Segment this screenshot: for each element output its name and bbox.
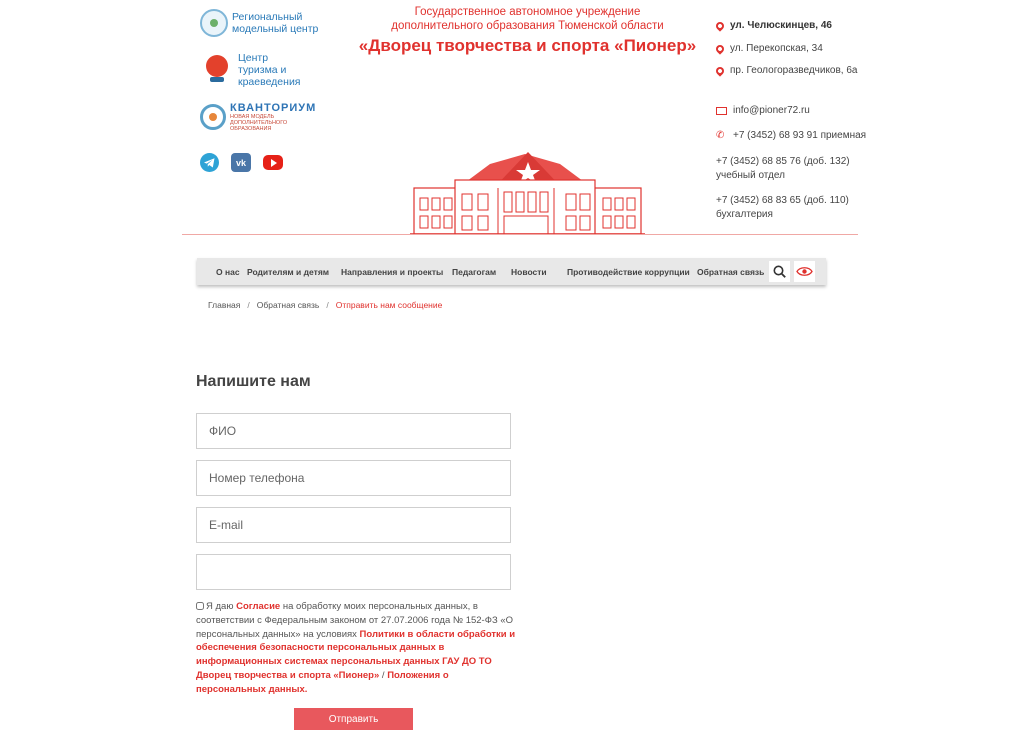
- organization-title: [355, 5, 700, 57]
- regional-center-logo[interactable]: [200, 9, 322, 37]
- tourism-center-label: Центр туризма и краеведения: [238, 52, 301, 88]
- org-name[interactable]: «Дворец творчества и спорта «Пионер»: [358, 36, 697, 55]
- vk-icon[interactable]: [231, 153, 251, 172]
- regional-center-icon: [200, 9, 228, 37]
- kvantorium-title: КВАНТОРИУМ: [230, 102, 317, 114]
- search-icon[interactable]: [769, 261, 790, 282]
- nav-directions-projects[interactable]: Направления и проекты: [341, 267, 444, 277]
- kvantorium-logo[interactable]: [200, 102, 316, 132]
- telegram-icon[interactable]: [200, 153, 219, 172]
- regulation-link[interactable]: Положения о персональных данных.: [196, 669, 449, 695]
- breadcrumb: [208, 300, 442, 310]
- form-title: Напишите нам: [196, 373, 311, 390]
- phone-accounting-text[interactable]: +7 (3452) 68 83 65 (доб. 110): [716, 195, 849, 206]
- breadcrumb-feedback[interactable]: Обратная связь: [256, 300, 320, 310]
- nav-anti-corruption[interactable]: Противодействие коррупции: [567, 267, 690, 277]
- consent-text: на обработку моих персональных данных, в соответствии с Федеральным законом от 27.07.2006 года № 152-ФЗ «О персональных данных» на условиях: [196, 601, 513, 640]
- mail-icon: [716, 107, 727, 115]
- consent-separator: /: [381, 669, 385, 681]
- address-3: [716, 65, 858, 76]
- location-pin-icon: [714, 43, 725, 54]
- kvantorium-icon: [200, 104, 226, 130]
- fio-input[interactable]: [196, 413, 511, 449]
- consent-block: [196, 600, 516, 697]
- social-links: [200, 153, 283, 172]
- kvantorium-subtitle: НОВАЯ МОДЕЛЬ ДОПОЛНИТЕЛЬНОГО ОБРАЗОВАНИЯ: [230, 114, 288, 132]
- phone-education-text[interactable]: +7 (3452) 68 85 76 (доб. 132): [716, 156, 850, 167]
- breadcrumb-separator: /: [326, 300, 329, 310]
- org-line-2: дополнительного образования Тюменской области: [391, 20, 664, 32]
- breadcrumb-current: Отправить нам сообщение: [335, 300, 443, 310]
- location-pin-icon: [714, 65, 725, 76]
- phone-education-note: учебный отдел: [716, 170, 785, 181]
- consent-link[interactable]: Согласие: [236, 601, 281, 612]
- phone-education[interactable]: [716, 155, 850, 183]
- phone-accounting[interactable]: [716, 194, 849, 222]
- policy-link[interactable]: Политики в области обработки и обеспечения безопасности персональных данных в информационных системах персональных данных ГАУ ДО ТО Дворец творчества и спорта «Пионер»: [196, 628, 516, 681]
- nav-news[interactable]: Новости: [511, 267, 547, 277]
- phone-input[interactable]: [196, 460, 511, 496]
- main-nav: [197, 258, 826, 285]
- youtube-icon[interactable]: [263, 155, 283, 170]
- breadcrumb-separator: /: [247, 300, 250, 310]
- message-input[interactable]: [196, 554, 511, 590]
- nav-feedback[interactable]: Обратная связь: [697, 267, 765, 277]
- address-2-text: ул. Перекопская, 34: [730, 43, 823, 54]
- nav-parents-children[interactable]: Родителям и детям: [247, 267, 330, 277]
- address-1: [716, 20, 832, 31]
- phone-icon: ✆: [716, 130, 725, 141]
- email-contact[interactable]: [716, 105, 810, 116]
- tourism-center-logo[interactable]: [200, 52, 310, 88]
- address-3-text: пр. Геологоразведчиков, 6а: [730, 65, 858, 76]
- balloon-icon: [200, 55, 232, 85]
- phone-reception[interactable]: [716, 130, 866, 141]
- address-1-text: ул. Челюскинцев, 46: [730, 20, 832, 31]
- address-2: [716, 43, 823, 54]
- regional-center-label: Региональный модельный центр: [232, 11, 319, 35]
- vk-icon-label: vk: [235, 157, 246, 168]
- nav-teachers[interactable]: Педагогам: [452, 267, 497, 277]
- kvantorium-text: [230, 102, 316, 132]
- phone-accounting-note: бухгалтерия: [716, 209, 773, 220]
- consent-prefix: Я даю: [206, 601, 234, 612]
- palace-building-illustration: [410, 150, 645, 237]
- visually-impaired-eye-icon[interactable]: [794, 261, 815, 282]
- org-line-1: Государственное автономное учреждение: [414, 6, 641, 18]
- nav-about[interactable]: О нас: [216, 267, 240, 277]
- submit-button[interactable]: Отправить: [294, 708, 413, 730]
- phone-reception-text[interactable]: +7 (3452) 68 93 91 приемная: [733, 130, 867, 141]
- email-text[interactable]: info@pioner72.ru: [733, 105, 810, 116]
- header-divider: [182, 234, 858, 235]
- breadcrumb-home[interactable]: Главная: [208, 300, 241, 310]
- consent-checkbox[interactable]: [196, 602, 204, 610]
- email-input[interactable]: [196, 507, 511, 543]
- location-pin-icon: [714, 20, 725, 31]
